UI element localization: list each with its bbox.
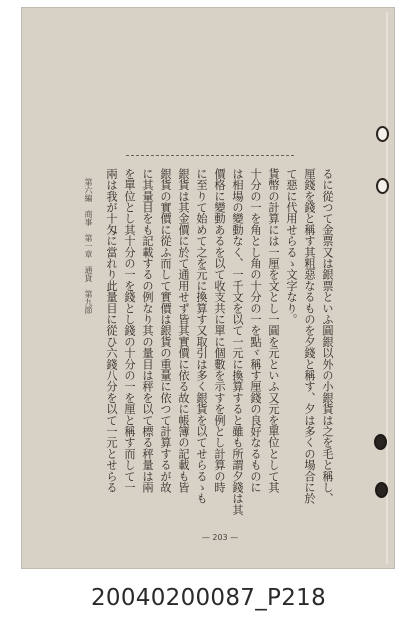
text-column: に其量目をも記載するの例なり其の量目は秤を以て標る秤量は兩 <box>141 168 154 493</box>
page-number: — 203 — <box>201 533 239 542</box>
text-column: に至りて始めて之を元に換算す又取引は多く銀貨を以てせらるゝも <box>195 168 208 504</box>
text-column: 貨幣の計算には一厘を文とし一圓を元といふ又元を單位として其 <box>267 168 280 493</box>
binding-hole-icon <box>376 178 389 194</box>
document-page <box>22 8 394 568</box>
text-column: は相場の變動なく、一千文を以て一元に換算すると雖も所謂夕錢は其 <box>231 168 244 516</box>
page-edge <box>386 12 388 564</box>
binding-hole-icon <box>375 482 388 498</box>
binding-hole-icon <box>374 434 387 450</box>
text-column: 銀貨は其金價に於て通用せず皆其實價に依る故に帳簿の記載も皆 <box>177 168 190 493</box>
text-column: を單位とし其十分の一を錢とし錢の十分の一を厘と稱す而して一 <box>123 168 136 493</box>
text-column: 兩は我が十匁に當れり此量目に從ひ六錢八分を以て一元とせらる <box>105 168 118 493</box>
text-column: 十分の一を角とし角の十分の一を點ヾ稱す厘錢の良好なるものに <box>249 168 262 493</box>
image-caption: 20040200087_P218 <box>90 585 327 611</box>
text-column: 銀貨の實價に從ふ而して實價は銀貨の重量に依つて計算するが故 <box>159 168 172 493</box>
running-header: 第六編 商事 第一章 通貨 第九節 <box>84 178 93 314</box>
binding-hole-icon <box>376 126 389 142</box>
top-dashed-rule <box>126 155 294 156</box>
text-column: て惡に代用せらるゝ文字なり。 <box>285 168 298 325</box>
text-column: 價格に變動あるを以て收支共に單に個數を示すを例とし計算の時 <box>213 168 226 493</box>
text-column: 厘錢を錢と稱す其粗惡なるものを夕錢と稱す、夕は多くの場合に於 <box>303 168 316 504</box>
text-column: るに從つて金票又は銀票といふ圓銀以外の小銀貨は之を毛と稱し、 <box>321 168 334 504</box>
